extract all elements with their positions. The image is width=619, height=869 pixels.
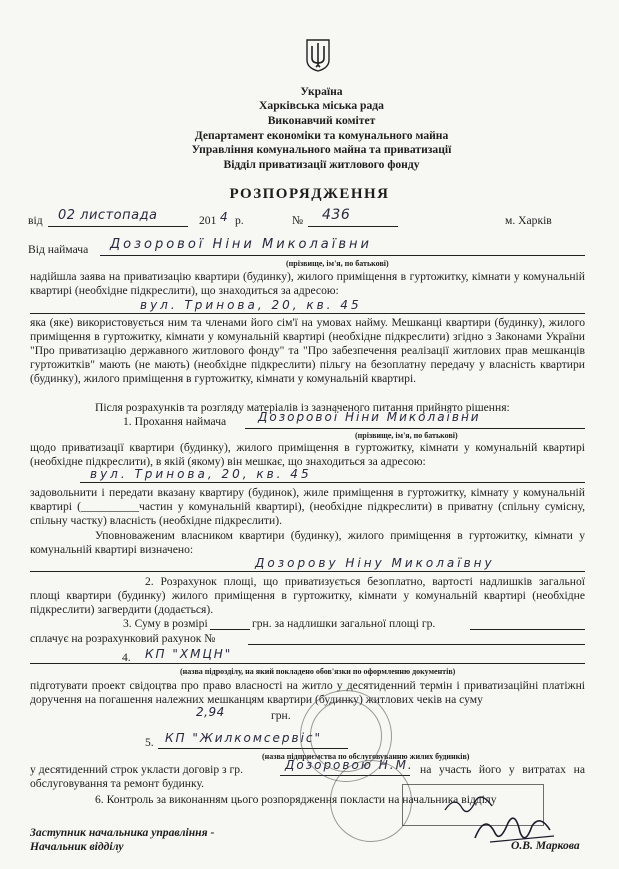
item4-unit-hand: КП "ХМЦН"	[145, 647, 233, 661]
address-underline	[30, 313, 585, 314]
item3-name-underline	[470, 629, 585, 630]
contract-name-hand: Дозоровою Н.М.	[285, 758, 414, 772]
date-prefix: від	[28, 214, 43, 227]
blank-line	[30, 663, 585, 664]
address-handwritten: вул. Тринова, 20, кв. 45	[140, 298, 362, 312]
item4-caption: (назва підрозділу, на який покладено обов'язки по оформленню документів)	[180, 667, 456, 676]
owner-handwritten: Дозорову Ніну Миколаївну	[255, 556, 495, 570]
item1-name-hand: Дозорової Ніни Миколаївни	[258, 410, 481, 424]
contract-text-b: на участь його у витратах на обслуговування та ремонт будинку.	[30, 763, 585, 790]
item5-label: 5.	[145, 736, 154, 749]
city: м. Харків	[505, 214, 552, 227]
item6-text: 6. Контроль за виконанням цього розпорядження покласти на начальника відділу	[95, 793, 497, 806]
sum-suffix: грн.	[271, 709, 291, 722]
address2-underline	[80, 482, 585, 483]
header-division: Відділ приватизації житлового фонду	[223, 158, 420, 171]
item4-label: 4.	[122, 651, 131, 664]
date-underline	[48, 226, 188, 227]
item3-account: сплачує на розрахунковий рахунок №	[30, 632, 216, 645]
signature-name: О.В. Маркова	[511, 839, 580, 852]
paragraph-owner: Уповноваженим власником квартири (будинку), жилого приміщення в гуртожитку, кімнати у комунальній квартирі визначено:	[30, 529, 585, 556]
from-tenant-caption: (прізвище, ім'я, по батькові)	[286, 259, 389, 268]
number-underline	[308, 226, 398, 227]
signature-stamp-scribble	[440, 790, 500, 820]
contract-text-a: у десятиденний строк укласти договір з гр.	[30, 763, 243, 776]
item2-text: 2. Розрахунок площі, що приватизується безоплатно, вартості надлишків загальної площі квартири (будинку) жилого приміщення в гуртожитку, кімнати у комунальній квартирі (необхідне підкреслити) загвердити (додається).	[30, 575, 585, 616]
signature-title-2: Начальник відділу	[30, 840, 124, 853]
item3-amount-underline	[210, 629, 250, 630]
number-label: №	[292, 214, 304, 227]
item5-caption: (назва підприємства по обслуговуванню жилих будинків)	[262, 752, 470, 761]
paragraph-decision: Після розрахунків та розгляду матеріалів із зазначеного питання прийнято рішення:	[95, 401, 510, 414]
verification-stamp-label	[428, 780, 468, 788]
coat-of-arms-icon	[305, 38, 331, 72]
header-management: Управління комунального майна та приватизації	[191, 143, 452, 156]
item3-label: 3. Суму в розмірі	[123, 617, 208, 630]
date-year-suffix: р.	[235, 214, 244, 227]
from-tenant-name-hand: Дозорової Ніни Миколаївни	[110, 237, 372, 252]
header-department: Департамент економіки та комунального майна	[194, 129, 449, 142]
date-year: 201	[199, 214, 217, 227]
header-council: Харківська міська рада	[259, 99, 384, 112]
date-year-hand: 4	[220, 210, 229, 224]
document-title: РОЗПОРЯДЖЕННЯ	[229, 186, 390, 202]
paragraph-certificate: підготувати проект свідоцтва про право власності на житло у десятиденний термін і приватизаційні платіжні доручення на погашення належних мешканцям квартири (будинку) житлових чеків на суму	[30, 679, 585, 706]
from-tenant-underline	[100, 255, 585, 256]
signature-title-1: Заступник начальника управління -	[30, 826, 215, 839]
address2-handwritten: вул. Тринова, 20, кв. 45	[90, 467, 312, 481]
owner-underline	[30, 571, 585, 572]
header-country: Україна	[300, 85, 343, 98]
item1-caption: (прізвище, ім'я, по батькові)	[355, 431, 458, 440]
round-stamp-lower	[330, 760, 412, 842]
from-tenant-label: Від наймача	[28, 243, 89, 256]
item5-org-hand: КП "Жилкомсервіс"	[165, 731, 323, 745]
number-handwritten: 436	[322, 207, 351, 223]
paragraph-residents: яка (яке) використовується ним та членами його сім'ї на умовах найму. Мешканці квартири (будинку), жилого приміщення в гуртожитку, кімнати у комунальній квартирі (необхідне підкреслити) згідно з Законами України "Про приватизацію державного житлового фонду" та "Про забезпечення реалізації житлових прав мешканців гуртожитків" мають (не мають) (необхідне підкреслити) пільгу на безоплатну передачу у власність квартири (будинку), жилого приміщення в гуртожитку, кімнати у комунальній квартирі.	[30, 316, 585, 385]
date-handwritten: 02 листопада	[58, 208, 158, 223]
item1-label: 1. Прохання наймача	[123, 415, 227, 428]
item3-text: грн. за надлишки загальної площі гр.	[252, 617, 436, 630]
paragraph-transfer: задовольнити і передати вказану квартиру (будинок), жиле приміщення в гуртожитку, кімнату у комунальній квартирі (__________частин у комунальній квартирі), (необхідне підкреслити) в приватну (спільну сумісну, спільну частку) власність (необхідне підкреслити).	[30, 486, 585, 527]
item3-account-underline	[248, 644, 585, 645]
header-committee: Виконавчий комітет	[267, 114, 376, 127]
sum-handwritten: 2,94	[196, 705, 225, 719]
paragraph-privatization: щодо приватизації квартири (будинку), жилого приміщення в гуртожитку, кімнати у комунальній квартирі (необхідне підкреслити), в якій (якому) він мешкає, що знаходиться за адресою:	[30, 441, 585, 468]
paragraph-application: надійшла заява на приватизацію квартири (будинку), жилого приміщення в гуртожитку, кімнати у комунальній квартирі (необхідне підкреслити), що знаходиться за адресою:	[30, 270, 585, 297]
